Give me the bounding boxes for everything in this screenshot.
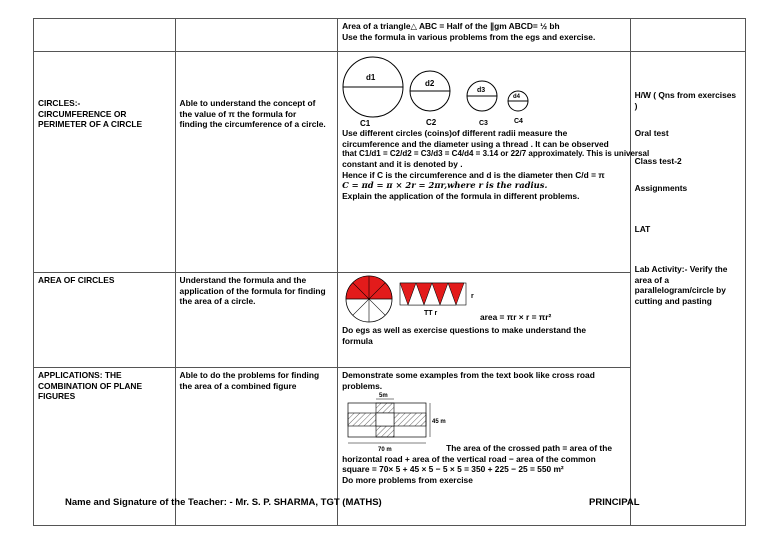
assessment-class-test: Class test-2	[634, 155, 682, 166]
principal-signature: PRINCIPAL	[589, 497, 640, 508]
objective-line: Able to do the problems for finding	[179, 370, 320, 380]
topic-cell-3	[34, 273, 176, 368]
objective-line: the area of a circle.	[179, 296, 256, 306]
content-line: Hence if C is the circumference and d is the diameter then C/d = π	[342, 169, 605, 180]
road-width-label: 5m	[379, 393, 388, 399]
circumference-label-4: C4	[514, 118, 524, 125]
assessment-oral-test: Oral test	[634, 128, 669, 138]
content-line: square = 70× 5 + 45 × 5 − 5 × 5 = 350 + 225 − 25 = 550 m²	[342, 464, 564, 474]
content-line: Use the formula in various problems from the egs and exercise.	[342, 31, 596, 42]
lesson-plan-table	[33, 18, 746, 526]
objective-cell-1	[175, 19, 338, 52]
content-cell-3	[338, 273, 631, 368]
circles-diagram	[342, 54, 542, 128]
topic-cell-1	[34, 19, 176, 52]
topic-line: PERIMETER OF A CIRCLE	[38, 119, 143, 129]
common-square	[376, 413, 394, 426]
topic-cell-2	[34, 52, 176, 273]
content-line: problems.	[342, 380, 383, 391]
content-line: that C1/d1 = C2/d2 = C3/d3 = C4/d4 = 3.14 or 22/7 approximately. This is universal	[342, 149, 650, 158]
formula-line: C = πd = π × 2r = 2πr,where r is the radius.	[342, 180, 548, 190]
topic-line: COMBINATION OF PLANE	[38, 380, 143, 391]
objective-line: finding the circumference of a circle.	[179, 119, 326, 129]
circumference-label-1: C1	[360, 119, 371, 128]
content-line: Area of a triangle△ ABC = Half of the ∥gm ABCD= ½ bh	[342, 21, 560, 31]
objective-line: Able to understand the concept of	[179, 98, 316, 108]
topic-line: CIRCUMFERENCE OR	[38, 108, 127, 119]
content-line: Demonstrate some examples from the text book like cross road	[342, 370, 595, 380]
topic-line: CIRCLES:-	[38, 98, 81, 108]
objective-line: the area of a combined figure	[179, 380, 297, 391]
content-line: Explain the application of the formula in different problems.	[342, 190, 580, 201]
assessment-assignments: Assignments	[634, 183, 688, 193]
objective-cell-2	[175, 52, 338, 273]
assessment-lat: LAT	[634, 223, 651, 234]
content-cell-1	[338, 19, 631, 52]
content-line: horizontal road + area of the vertical road − area of the common	[342, 453, 596, 464]
field-width-label: 70 m	[378, 447, 392, 453]
diameter-label-4: d4	[513, 94, 521, 100]
assessment-lab-activity: Lab Activity:- Verify the area of a parallelogram/circle by cutting and pasting	[634, 264, 728, 306]
area-formula: area = πr × r = πr²	[480, 312, 552, 322]
field-height-label: 45 m	[432, 419, 446, 425]
assessment-cell	[630, 52, 745, 526]
assessment-homework: H/W ( Qns from exercises )	[634, 90, 737, 111]
content-line: The area of the crossed path = area of the	[446, 443, 612, 453]
topic-line: APPLICATIONS: THE	[38, 370, 122, 380]
row-circumference	[34, 52, 746, 273]
objective-line: application of the formula for finding	[179, 285, 326, 296]
content-line: circumference and the diameter using a thread . It can be observed	[342, 138, 609, 149]
content-line: Do more problems from exercise	[342, 474, 473, 485]
topic-line: AREA OF CIRCLES	[38, 275, 115, 285]
circle-sectors-diagram	[342, 275, 612, 325]
content-line: Do egs as well as exercise questions to make understand the	[342, 325, 586, 335]
objective-line: the value of π the formula for	[179, 108, 297, 119]
objective-cell-3	[175, 273, 338, 368]
circumference-label-2: C2	[426, 118, 437, 127]
diameter-label-1: d1	[366, 73, 376, 82]
content-line: formula	[342, 335, 373, 346]
diameter-label-3: d3	[477, 87, 486, 94]
circumference-label-3: C3	[479, 120, 489, 127]
content-line: constant and it is denoted by .	[342, 159, 463, 169]
objective-line: Understand the formula and the	[179, 275, 307, 285]
row-triangle-area	[34, 19, 746, 52]
assessment-cell-top	[630, 19, 745, 52]
topic-line: FIGURES	[38, 391, 76, 401]
teacher-signature: Name and Signature of the Teacher: - Mr. S. P. SHARMA, TGT (MATHS)	[65, 497, 382, 508]
diameter-label-2: d2	[425, 79, 435, 88]
radius-label: r	[471, 293, 474, 300]
pi-r-label: TT r	[424, 310, 438, 317]
content-line: Use different circles (coins)of different radii measure the	[342, 128, 568, 138]
